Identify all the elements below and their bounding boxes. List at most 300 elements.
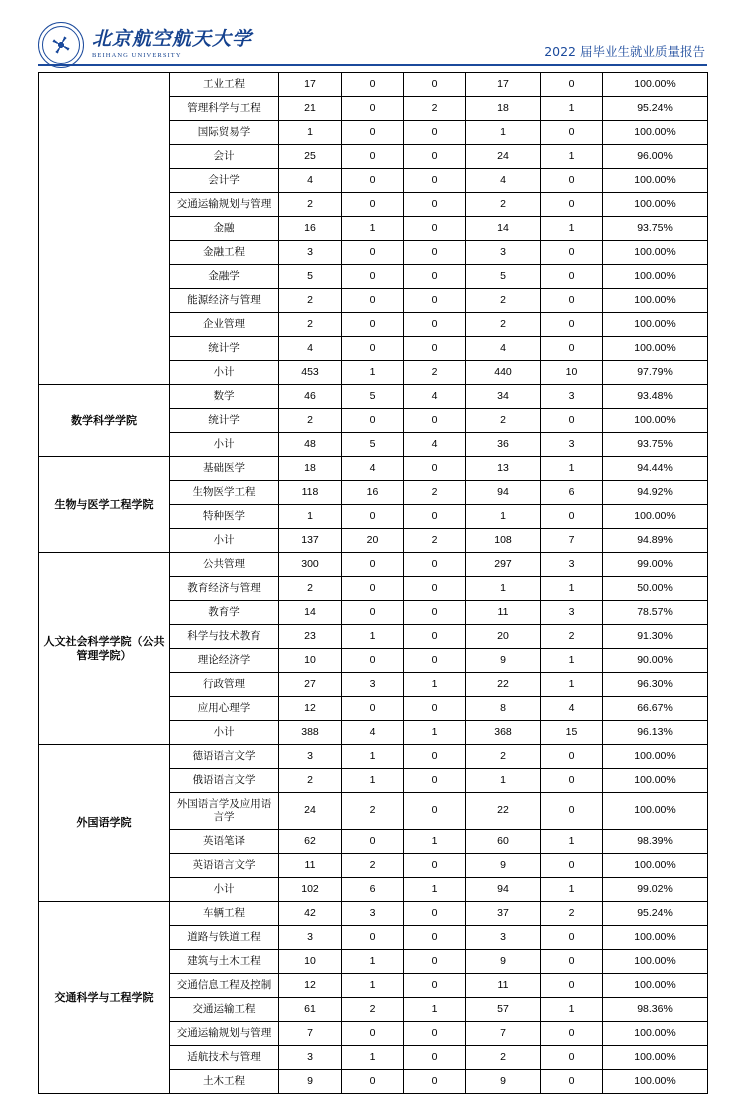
further-study-cell: 0: [404, 1046, 466, 1070]
major-cell: 英语语言文学: [170, 854, 279, 878]
further-study-cell: 0: [404, 854, 466, 878]
further-study-cell: 0: [404, 121, 466, 145]
university-seal-icon: [38, 22, 84, 68]
unemployed-cell: 6: [541, 481, 603, 505]
further-study-cell: 0: [404, 625, 466, 649]
further-study-cell: 0: [404, 241, 466, 265]
abroad-cell: 5: [342, 433, 404, 457]
unemployed-cell: 1: [541, 649, 603, 673]
major-cell: 建筑与土木工程: [170, 950, 279, 974]
signed-cell: 9: [466, 1070, 541, 1094]
major-cell: 小计: [170, 433, 279, 457]
major-cell: 统计学: [170, 409, 279, 433]
table-row: [39, 902, 708, 926]
further-study-cell: 1: [404, 830, 466, 854]
unemployed-cell: 15: [541, 721, 603, 745]
further-study-cell: 4: [404, 385, 466, 409]
employment-rate-cell: 90.00%: [603, 649, 708, 673]
abroad-cell: 0: [342, 145, 404, 169]
employment-rate-cell: 94.89%: [603, 529, 708, 553]
signed-cell: 24: [466, 145, 541, 169]
major-cell: 会计学: [170, 169, 279, 193]
university-name-en: BEIHANG UNIVERSITY: [92, 52, 182, 60]
employment-rate-cell: 100.00%: [603, 337, 708, 361]
employment-rate-cell: 78.57%: [603, 601, 708, 625]
unemployed-cell: 1: [541, 673, 603, 697]
unemployed-cell: 0: [541, 974, 603, 998]
graduates-cell: 9: [279, 1070, 342, 1094]
signed-cell: 13: [466, 457, 541, 481]
major-cell: 管理科学与工程: [170, 97, 279, 121]
further-study-cell: 0: [404, 145, 466, 169]
graduates-cell: 46: [279, 385, 342, 409]
signed-cell: 94: [466, 481, 541, 505]
college-cell: 交通科学与工程学院: [39, 902, 170, 1094]
signed-cell: 9: [466, 950, 541, 974]
signed-cell: 57: [466, 998, 541, 1022]
major-cell: 适航技术与管理: [170, 1046, 279, 1070]
unemployed-cell: 1: [541, 998, 603, 1022]
graduates-cell: 3: [279, 241, 342, 265]
graduates-cell: 1: [279, 121, 342, 145]
major-cell: 交通信息工程及控制: [170, 974, 279, 998]
abroad-cell: 2: [342, 793, 404, 830]
employment-rate-cell: 100.00%: [603, 854, 708, 878]
employment-rate-cell: 100.00%: [603, 289, 708, 313]
further-study-cell: 0: [404, 265, 466, 289]
abroad-cell: 0: [342, 193, 404, 217]
graduates-cell: 2: [279, 289, 342, 313]
table-row: [39, 745, 708, 769]
signed-cell: 3: [466, 926, 541, 950]
further-study-cell: 0: [404, 902, 466, 926]
major-cell: 教育学: [170, 601, 279, 625]
unemployed-cell: 0: [541, 409, 603, 433]
employment-rate-cell: 96.13%: [603, 721, 708, 745]
abroad-cell: 0: [342, 1070, 404, 1094]
graduates-cell: 2: [279, 577, 342, 601]
unemployed-cell: 0: [541, 1046, 603, 1070]
graduates-cell: 300: [279, 553, 342, 577]
abroad-cell: 4: [342, 721, 404, 745]
unemployed-cell: 2: [541, 902, 603, 926]
university-name-cn: 北京航空航天大学: [92, 28, 253, 51]
employment-rate-cell: 94.44%: [603, 457, 708, 481]
graduates-cell: 24: [279, 793, 342, 830]
employment-rate-cell: 66.67%: [603, 697, 708, 721]
unemployed-cell: 0: [541, 241, 603, 265]
graduates-cell: 118: [279, 481, 342, 505]
further-study-cell: 1: [404, 673, 466, 697]
unemployed-cell: 1: [541, 878, 603, 902]
signed-cell: 9: [466, 649, 541, 673]
unemployed-cell: 0: [541, 169, 603, 193]
major-cell: 交通运输规划与管理: [170, 1022, 279, 1046]
signed-cell: 2: [466, 745, 541, 769]
employment-rate-cell: 100.00%: [603, 769, 708, 793]
further-study-cell: 0: [404, 1070, 466, 1094]
header-divider: [38, 64, 707, 66]
unemployed-cell: 0: [541, 1070, 603, 1094]
major-cell: 工业工程: [170, 73, 279, 97]
graduates-cell: 23: [279, 625, 342, 649]
further-study-cell: 0: [404, 601, 466, 625]
unemployed-cell: 3: [541, 433, 603, 457]
employment-rate-cell: 94.92%: [603, 481, 708, 505]
unemployed-cell: 1: [541, 457, 603, 481]
page-header: [0, 0, 745, 72]
abroad-cell: 4: [342, 457, 404, 481]
unemployed-cell: 0: [541, 289, 603, 313]
graduates-cell: 10: [279, 950, 342, 974]
major-cell: 特种医学: [170, 505, 279, 529]
abroad-cell: 0: [342, 121, 404, 145]
further-study-cell: 4: [404, 433, 466, 457]
employment-rate-cell: 98.39%: [603, 830, 708, 854]
signed-cell: 8: [466, 697, 541, 721]
abroad-cell: 1: [342, 950, 404, 974]
unemployed-cell: 0: [541, 769, 603, 793]
graduates-cell: 4: [279, 169, 342, 193]
employment-rate-cell: 93.75%: [603, 433, 708, 457]
abroad-cell: 0: [342, 577, 404, 601]
abroad-cell: 0: [342, 926, 404, 950]
signed-cell: 2: [466, 289, 541, 313]
abroad-cell: 0: [342, 830, 404, 854]
further-study-cell: 0: [404, 289, 466, 313]
unemployed-cell: 4: [541, 697, 603, 721]
further-study-cell: 0: [404, 697, 466, 721]
employment-rate-cell: 99.00%: [603, 553, 708, 577]
graduates-cell: 48: [279, 433, 342, 457]
employment-rate-cell: 97.79%: [603, 361, 708, 385]
further-study-cell: 0: [404, 974, 466, 998]
signed-cell: 7: [466, 1022, 541, 1046]
signed-cell: 1: [466, 769, 541, 793]
further-study-cell: 0: [404, 649, 466, 673]
employment-rate-cell: 100.00%: [603, 1022, 708, 1046]
unemployed-cell: 2: [541, 625, 603, 649]
graduates-cell: 16: [279, 217, 342, 241]
unemployed-cell: 1: [541, 145, 603, 169]
employment-rate-cell: 100.00%: [603, 73, 708, 97]
abroad-cell: 0: [342, 97, 404, 121]
abroad-cell: 5: [342, 385, 404, 409]
signed-cell: 4: [466, 169, 541, 193]
further-study-cell: 0: [404, 193, 466, 217]
further-study-cell: 0: [404, 313, 466, 337]
college-cell: 外国语学院: [39, 745, 170, 902]
abroad-cell: 2: [342, 998, 404, 1022]
employment-rate-cell: 100.00%: [603, 950, 708, 974]
further-study-cell: 0: [404, 409, 466, 433]
major-cell: 金融学: [170, 265, 279, 289]
signed-cell: 60: [466, 830, 541, 854]
employment-rate-cell: 100.00%: [603, 974, 708, 998]
unemployed-cell: 10: [541, 361, 603, 385]
major-cell: 能源经济与管理: [170, 289, 279, 313]
unemployed-cell: 1: [541, 97, 603, 121]
unemployed-cell: 0: [541, 745, 603, 769]
signed-cell: 37: [466, 902, 541, 926]
major-cell: 统计学: [170, 337, 279, 361]
graduates-cell: 11: [279, 854, 342, 878]
table-row: [39, 457, 708, 481]
abroad-cell: 0: [342, 337, 404, 361]
report-title: 2022 届毕业生就业质量报告: [544, 44, 705, 59]
abroad-cell: 1: [342, 625, 404, 649]
major-cell: 小计: [170, 878, 279, 902]
unemployed-cell: 1: [541, 217, 603, 241]
abroad-cell: 0: [342, 265, 404, 289]
signed-cell: 368: [466, 721, 541, 745]
employment-rate-cell: 50.00%: [603, 577, 708, 601]
employment-rate-cell: 93.48%: [603, 385, 708, 409]
graduates-cell: 7: [279, 1022, 342, 1046]
employment-rate-cell: 100.00%: [603, 121, 708, 145]
graduates-cell: 12: [279, 697, 342, 721]
graduates-cell: 5: [279, 265, 342, 289]
abroad-cell: 0: [342, 409, 404, 433]
unemployed-cell: 1: [541, 577, 603, 601]
major-cell: 俄语语言文学: [170, 769, 279, 793]
graduates-cell: 3: [279, 745, 342, 769]
major-cell: 国际贸易学: [170, 121, 279, 145]
abroad-cell: 0: [342, 169, 404, 193]
unemployed-cell: 3: [541, 601, 603, 625]
major-cell: 外国语言学及应用语言学: [170, 793, 279, 830]
unemployed-cell: 0: [541, 926, 603, 950]
unemployed-cell: 0: [541, 1022, 603, 1046]
signed-cell: 2: [466, 409, 541, 433]
graduates-cell: 61: [279, 998, 342, 1022]
unemployed-cell: 3: [541, 385, 603, 409]
employment-rate-cell: 100.00%: [603, 1070, 708, 1094]
graduates-cell: 3: [279, 1046, 342, 1070]
college-cell: [39, 73, 170, 385]
table-container: [0, 72, 745, 1094]
employment-rate-cell: 91.30%: [603, 625, 708, 649]
signed-cell: 11: [466, 601, 541, 625]
abroad-cell: 0: [342, 649, 404, 673]
major-cell: 小计: [170, 721, 279, 745]
abroad-cell: 1: [342, 1046, 404, 1070]
major-cell: 行政管理: [170, 673, 279, 697]
major-cell: 企业管理: [170, 313, 279, 337]
abroad-cell: 2: [342, 854, 404, 878]
abroad-cell: 0: [342, 73, 404, 97]
employment-rate-cell: 100.00%: [603, 793, 708, 830]
abroad-cell: 1: [342, 974, 404, 998]
unemployed-cell: 3: [541, 553, 603, 577]
major-cell: 基础医学: [170, 457, 279, 481]
unemployed-cell: 0: [541, 193, 603, 217]
abroad-cell: 0: [342, 241, 404, 265]
signed-cell: 3: [466, 241, 541, 265]
college-cell: 人文社会科学学院（公共管理学院）: [39, 553, 170, 745]
signed-cell: 34: [466, 385, 541, 409]
further-study-cell: 0: [404, 577, 466, 601]
abroad-cell: 0: [342, 313, 404, 337]
major-cell: 会计: [170, 145, 279, 169]
further-study-cell: 0: [404, 169, 466, 193]
employment-rate-cell: 99.02%: [603, 878, 708, 902]
signed-cell: 5: [466, 265, 541, 289]
abroad-cell: 0: [342, 1022, 404, 1046]
employment-rate-cell: 100.00%: [603, 241, 708, 265]
abroad-cell: 0: [342, 553, 404, 577]
abroad-cell: 0: [342, 697, 404, 721]
major-cell: 生物医学工程: [170, 481, 279, 505]
major-cell: 理论经济学: [170, 649, 279, 673]
further-study-cell: 0: [404, 793, 466, 830]
graduates-cell: 453: [279, 361, 342, 385]
signed-cell: 22: [466, 673, 541, 697]
unemployed-cell: 0: [541, 505, 603, 529]
further-study-cell: 0: [404, 769, 466, 793]
graduates-cell: 2: [279, 193, 342, 217]
signed-cell: 22: [466, 793, 541, 830]
abroad-cell: 0: [342, 601, 404, 625]
further-study-cell: 0: [404, 926, 466, 950]
signed-cell: 1: [466, 121, 541, 145]
employment-rate-cell: 100.00%: [603, 193, 708, 217]
graduates-cell: 12: [279, 974, 342, 998]
further-study-cell: 1: [404, 878, 466, 902]
employment-rate-cell: 96.00%: [603, 145, 708, 169]
employment-rate-cell: 100.00%: [603, 745, 708, 769]
graduates-cell: 2: [279, 769, 342, 793]
abroad-cell: 0: [342, 505, 404, 529]
graduates-cell: 10: [279, 649, 342, 673]
employment-rate-cell: 100.00%: [603, 169, 708, 193]
unemployed-cell: 0: [541, 73, 603, 97]
major-cell: 车辆工程: [170, 902, 279, 926]
signed-cell: 297: [466, 553, 541, 577]
graduates-cell: 102: [279, 878, 342, 902]
major-cell: 英语笔译: [170, 830, 279, 854]
graduates-cell: 137: [279, 529, 342, 553]
major-cell: 小计: [170, 529, 279, 553]
further-study-cell: 0: [404, 505, 466, 529]
employment-rate-cell: 93.75%: [603, 217, 708, 241]
table-row: [39, 385, 708, 409]
major-cell: 德语语言文学: [170, 745, 279, 769]
graduates-cell: 62: [279, 830, 342, 854]
signed-cell: 2: [466, 1046, 541, 1070]
signed-cell: 94: [466, 878, 541, 902]
major-cell: 交通运输规划与管理: [170, 193, 279, 217]
signed-cell: 1: [466, 577, 541, 601]
major-cell: 小计: [170, 361, 279, 385]
further-study-cell: 0: [404, 745, 466, 769]
abroad-cell: 1: [342, 769, 404, 793]
employment-table: [38, 72, 708, 1094]
abroad-cell: 0: [342, 289, 404, 313]
employment-rate-cell: 95.24%: [603, 902, 708, 926]
university-logo: [38, 22, 252, 68]
further-study-cell: 0: [404, 553, 466, 577]
major-cell: 金融工程: [170, 241, 279, 265]
graduates-cell: 2: [279, 409, 342, 433]
further-study-cell: 2: [404, 481, 466, 505]
university-name-block: [92, 30, 252, 60]
abroad-cell: 3: [342, 902, 404, 926]
graduates-cell: 14: [279, 601, 342, 625]
abroad-cell: 1: [342, 361, 404, 385]
graduates-cell: 42: [279, 902, 342, 926]
further-study-cell: 2: [404, 529, 466, 553]
unemployed-cell: 0: [541, 854, 603, 878]
employment-rate-cell: 100.00%: [603, 505, 708, 529]
abroad-cell: 1: [342, 217, 404, 241]
major-cell: 金融: [170, 217, 279, 241]
signed-cell: 36: [466, 433, 541, 457]
unemployed-cell: 0: [541, 121, 603, 145]
graduates-cell: 25: [279, 145, 342, 169]
major-cell: 教育经济与管理: [170, 577, 279, 601]
signed-cell: 14: [466, 217, 541, 241]
further-study-cell: 0: [404, 1022, 466, 1046]
signed-cell: 18: [466, 97, 541, 121]
employment-rate-cell: 95.24%: [603, 97, 708, 121]
abroad-cell: 1: [342, 745, 404, 769]
signed-cell: 11: [466, 974, 541, 998]
unemployed-cell: 0: [541, 337, 603, 361]
college-cell: 生物与医学工程学院: [39, 457, 170, 553]
abroad-cell: 6: [342, 878, 404, 902]
graduates-cell: 4: [279, 337, 342, 361]
further-study-cell: 0: [404, 337, 466, 361]
signed-cell: 20: [466, 625, 541, 649]
signed-cell: 108: [466, 529, 541, 553]
employment-rate-cell: 100.00%: [603, 1046, 708, 1070]
graduates-cell: 21: [279, 97, 342, 121]
further-study-cell: 0: [404, 457, 466, 481]
further-study-cell: 2: [404, 97, 466, 121]
employment-rate-cell: 100.00%: [603, 409, 708, 433]
college-cell: 数学科学学院: [39, 385, 170, 457]
employment-rate-cell: 100.00%: [603, 926, 708, 950]
major-cell: 公共管理: [170, 553, 279, 577]
graduates-cell: 388: [279, 721, 342, 745]
graduates-cell: 3: [279, 926, 342, 950]
further-study-cell: 0: [404, 73, 466, 97]
employment-rate-cell: 98.36%: [603, 998, 708, 1022]
abroad-cell: 3: [342, 673, 404, 697]
unemployed-cell: 0: [541, 313, 603, 337]
employment-rate-cell: 100.00%: [603, 313, 708, 337]
unemployed-cell: 7: [541, 529, 603, 553]
table-row: [39, 73, 708, 97]
signed-cell: 9: [466, 854, 541, 878]
signed-cell: 2: [466, 313, 541, 337]
graduates-cell: 2: [279, 313, 342, 337]
further-study-cell: 0: [404, 950, 466, 974]
unemployed-cell: 0: [541, 793, 603, 830]
signed-cell: 2: [466, 193, 541, 217]
major-cell: 土木工程: [170, 1070, 279, 1094]
signed-cell: 4: [466, 337, 541, 361]
graduates-cell: 17: [279, 73, 342, 97]
major-cell: 道路与铁道工程: [170, 926, 279, 950]
further-study-cell: 1: [404, 721, 466, 745]
abroad-cell: 20: [342, 529, 404, 553]
employment-rate-cell: 96.30%: [603, 673, 708, 697]
major-cell: 科学与技术教育: [170, 625, 279, 649]
graduates-cell: 1: [279, 505, 342, 529]
graduates-cell: 27: [279, 673, 342, 697]
